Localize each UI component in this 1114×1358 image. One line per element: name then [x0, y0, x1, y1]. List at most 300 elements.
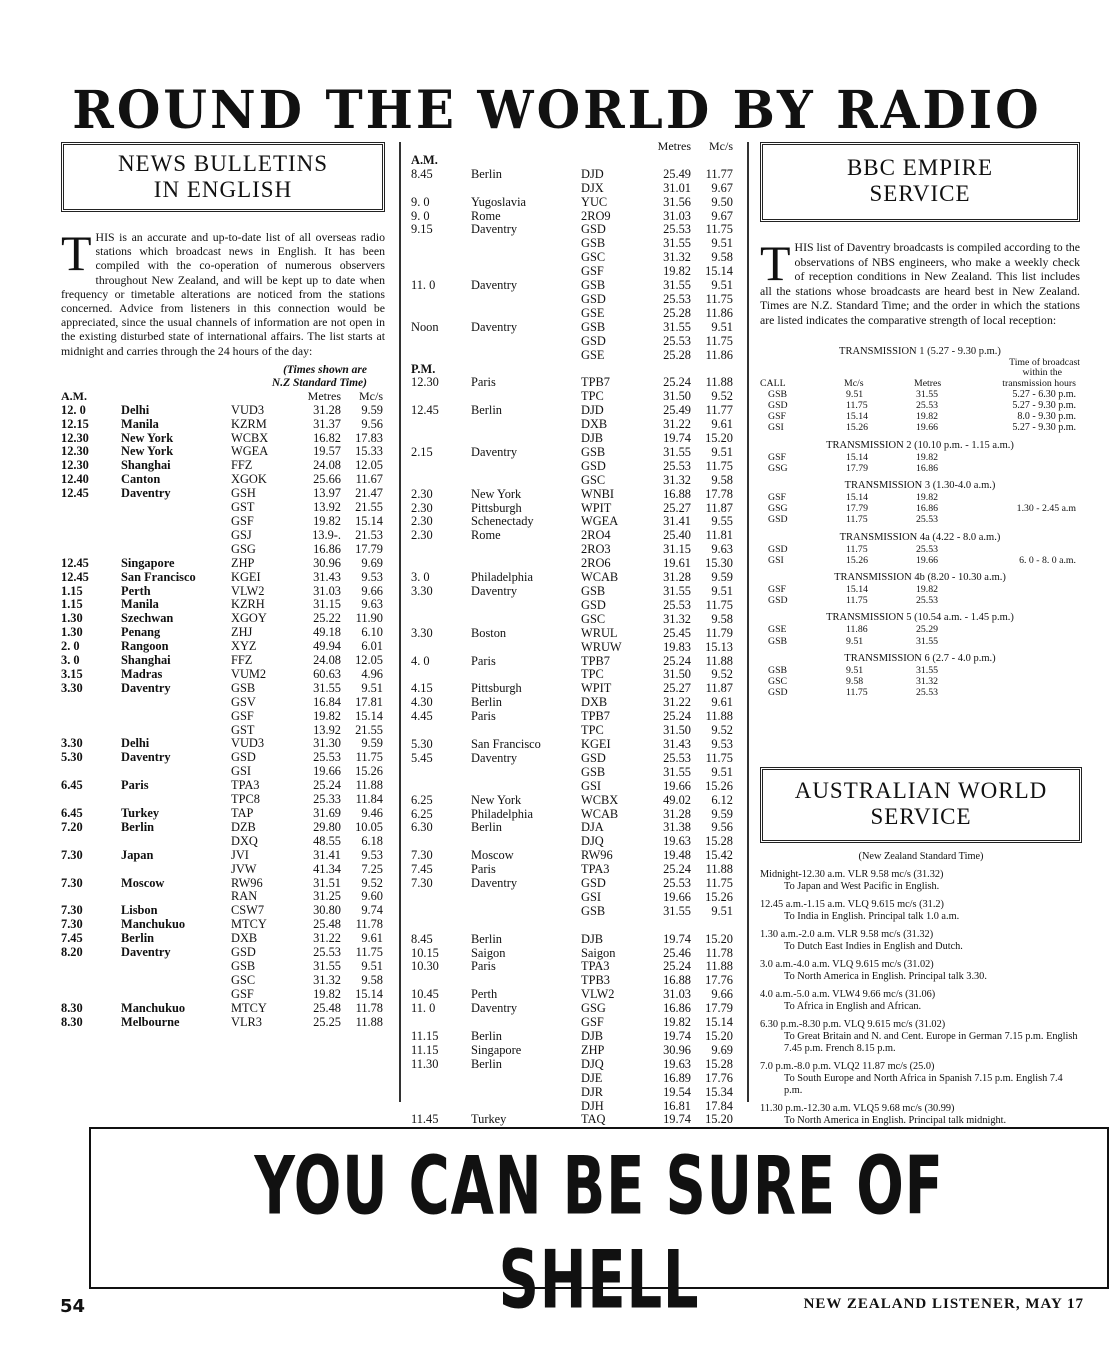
- aus-entry-detail: To Africa in English and African.: [784, 1001, 922, 1012]
- page-number: 54: [60, 1296, 86, 1317]
- schedule-row: [411, 349, 733, 363]
- aus-entry-detail: To Dutch East Indies in English and Dutch.: [784, 941, 963, 952]
- row-metres: 31.55: [663, 584, 691, 598]
- row-station: [471, 641, 581, 655]
- news-intro: [61, 225, 385, 358]
- row-station: [121, 974, 231, 988]
- row-metres: 31.43: [313, 569, 341, 584]
- schedule-row: [411, 891, 733, 905]
- row-time: 5.30: [411, 736, 433, 751]
- row-call-sign: GSC: [581, 611, 606, 626]
- row-metres: 25.53: [663, 750, 691, 765]
- row-call-sign: DJA: [581, 820, 604, 835]
- row-call-sign: RW96: [581, 848, 613, 863]
- row-time: [411, 474, 471, 488]
- row-call-sign: GSB: [231, 680, 256, 695]
- row-mcs: 15.33: [355, 444, 383, 459]
- row-station: Schenectady: [471, 514, 534, 529]
- row-call-sign: VLW2: [581, 987, 615, 1002]
- row-mcs: 17.76: [705, 973, 733, 988]
- row-metres: 31.55: [663, 764, 691, 779]
- row-mcs: 9.67: [711, 180, 733, 195]
- row-time: 11.45: [411, 1112, 439, 1127]
- row-call-sign: WGEA: [581, 514, 619, 529]
- row-metres: 19.83: [663, 639, 691, 654]
- row-station: [471, 474, 581, 488]
- row-metres: 31.15: [663, 542, 691, 557]
- schedule-row: [411, 835, 733, 849]
- row-mcs: 9.51: [711, 903, 733, 918]
- metres: 16.86: [916, 503, 939, 515]
- schedule-row: [411, 738, 733, 752]
- row-call-sign: 2RO9: [581, 208, 611, 223]
- row-metres: 25.25: [313, 1014, 341, 1029]
- transmission-row: [760, 411, 1076, 422]
- call: GSG: [768, 503, 788, 515]
- row-station: New York: [471, 486, 522, 501]
- row-time: [411, 390, 471, 404]
- row-time: 2.30: [411, 528, 433, 543]
- aus-entry-detail: To North America in English. Principal talk 3.30.: [784, 971, 987, 982]
- row-time: [411, 905, 471, 919]
- row-station: Paris: [471, 862, 496, 877]
- row-time: 3.30: [411, 625, 433, 640]
- schedule-row: [61, 682, 383, 696]
- row-metres: 31.28: [313, 402, 341, 417]
- row-mcs: 15.14: [705, 264, 733, 279]
- schedule-row: [411, 223, 733, 237]
- metres: 25.53: [916, 687, 939, 699]
- row-metres: 19.82: [663, 264, 691, 279]
- row-call-sign: 2RO3: [581, 542, 611, 557]
- schedule-row: [411, 1016, 733, 1030]
- row-mcs: 9.51: [711, 764, 733, 779]
- row-station: [471, 251, 581, 265]
- row-time: [411, 543, 471, 557]
- row-station: Delhi: [121, 736, 150, 751]
- row-station: [471, 265, 581, 279]
- row-call-sign: Saigon: [581, 945, 616, 960]
- row-call-sign: TPB7: [581, 709, 610, 724]
- row-metres: 31.15: [313, 597, 341, 612]
- row-mcs: 15.28: [705, 1056, 733, 1071]
- row-metres: 41.34: [313, 861, 341, 876]
- schedule-row: [61, 765, 383, 779]
- row-time: A.M.: [411, 152, 438, 167]
- row-call-sign: DJD: [581, 403, 604, 418]
- row-station: [471, 724, 581, 738]
- row-call-sign: FFZ: [231, 458, 253, 473]
- row-time: 7.30: [411, 848, 433, 863]
- row-call-sign: 2RO4: [581, 528, 611, 543]
- schedule-row: [61, 418, 383, 432]
- aus-entry: [760, 1061, 1082, 1097]
- mcs: 11.86: [846, 624, 868, 636]
- row-time: [61, 765, 121, 779]
- schedule-row: [411, 502, 733, 516]
- news-intro-text: HIS is an accurate and up-to-date list of all overseas radio stations which broadcast news in English. It has been compiled with the co-operation of numerous observers throughout New Zealand, and will be kept up to date when frequency or timetable alterations are noticed from the stations concerned. Advice from listeners in this connection would be appreciated, since the usual channels of information are not open in the existing disturbed state of international affairs. The list starts at midnight and carries through the 24 hours of the day:: [61, 230, 385, 358]
- row-station: Turkey: [121, 806, 160, 821]
- row-mcs: 15.28: [705, 834, 733, 849]
- row-station: Berlin: [471, 931, 502, 946]
- row-time: 4.30: [411, 695, 433, 710]
- row-call-sign: GST: [231, 500, 255, 515]
- row-station: Daventry: [471, 319, 518, 334]
- row-mcs: 9.51: [711, 236, 733, 251]
- mcs: 11.75: [846, 543, 868, 555]
- row-time: [411, 613, 471, 627]
- row-mcs: 9.58: [711, 472, 733, 487]
- row-station: [121, 515, 231, 529]
- row-station: Shanghai: [121, 458, 171, 473]
- shell-ad-text: YOU CAN BE SURE OF SHELL: [254, 1138, 944, 1328]
- row-station: [121, 890, 231, 904]
- aus-entry: [760, 869, 1082, 893]
- call: GSC: [768, 676, 788, 688]
- row-metres: 25.24: [663, 709, 691, 724]
- row-time: 8.20: [61, 945, 83, 960]
- schedule-row: [411, 515, 733, 529]
- row-call-sign: ZHP: [581, 1042, 605, 1057]
- row-mcs: 11.87: [705, 500, 733, 515]
- transmission-header: [760, 378, 1076, 389]
- row-mcs: 15.14: [355, 708, 383, 723]
- schedule-row: [411, 1058, 733, 1072]
- aus-entry: [760, 929, 1082, 953]
- row-call-sign: KZRM: [231, 416, 267, 431]
- row-call-sign: GSF: [231, 513, 254, 528]
- row-time: 1.30: [61, 625, 83, 640]
- row-station: [471, 432, 581, 446]
- row-mcs: 15.20: [705, 431, 733, 446]
- schedule-row: [411, 794, 733, 808]
- row-call-sign: GSG: [581, 1001, 606, 1016]
- row-metres: 31.25: [313, 889, 341, 904]
- row-time: [61, 710, 121, 724]
- transmission-row: [760, 400, 1076, 411]
- schedule-row: [61, 585, 383, 599]
- row-call-sign: WCBX: [231, 430, 269, 445]
- row-time: 10.15: [411, 945, 439, 960]
- row-station: Melbourne: [121, 1014, 180, 1029]
- row-metres: 19.66: [313, 764, 341, 779]
- schedule-row: [61, 487, 383, 501]
- row-call-sign: DJH: [581, 1098, 604, 1113]
- transmission-row: [760, 687, 1076, 698]
- transmission-row: [760, 463, 1076, 474]
- row-metres: 31.43: [663, 736, 691, 751]
- schedule-row: [411, 988, 733, 1002]
- row-mcs: 15.14: [355, 513, 383, 528]
- middle-table-header: [411, 140, 733, 154]
- schedule-row: [411, 182, 733, 196]
- transmission-table: [760, 584, 1076, 606]
- schedule-row: [61, 571, 383, 585]
- mcs: 9.58: [846, 676, 864, 688]
- row-mcs: 9.55: [711, 514, 733, 529]
- schedule-row: [411, 1030, 733, 1044]
- row-call-sign: [581, 154, 641, 168]
- row-metres: 31.50: [663, 389, 691, 404]
- row-call-sign: VUD3: [231, 736, 265, 751]
- row-time: P.M.: [411, 361, 436, 376]
- mcs: 15.26: [846, 554, 869, 566]
- row-mcs: 9.51: [711, 278, 733, 293]
- transmission-row: [760, 503, 1076, 514]
- row-time: 7.30: [61, 917, 83, 932]
- row-mcs: 9.52: [711, 723, 733, 738]
- row-call-sign: GSD: [581, 458, 606, 473]
- row-mcs: 9.53: [711, 736, 733, 751]
- row-station: Turkey: [471, 1112, 507, 1127]
- row-call-sign: GSE: [581, 305, 605, 320]
- row-station: [471, 974, 581, 988]
- aus-entry-time: 1.30 a.m.-2.0 a.m. VLR 9.58 mc/s (31.32): [760, 929, 934, 940]
- row-station: Rome: [471, 528, 501, 543]
- transmission-title: TRANSMISSION 3 (1.30-4.0 a.m.): [844, 479, 996, 491]
- row-station: Manchukuo: [121, 917, 186, 932]
- schedule-row: [411, 251, 733, 265]
- mcs: 15.14: [846, 584, 869, 595]
- schedule-row: [61, 640, 383, 654]
- row-station: [471, 390, 581, 404]
- row-time: 9. 0: [411, 194, 430, 209]
- row-metres: 25.33: [313, 792, 341, 807]
- bbc-heading-line2: SERVICE: [869, 181, 971, 206]
- note-line2: within the: [1022, 366, 1062, 378]
- row-mcs: 9.53: [361, 847, 383, 862]
- schedule-row: [411, 877, 733, 891]
- row-station: [471, 418, 581, 432]
- metres: 16.86: [916, 462, 939, 474]
- row-time: 11. 0: [411, 278, 436, 293]
- row-call-sign: GSI: [581, 778, 601, 793]
- row-metres: 31.03: [663, 987, 691, 1002]
- row-time: 3. 0: [61, 653, 80, 668]
- row-time: [411, 335, 471, 349]
- row-call-sign: GSB: [581, 278, 606, 293]
- row-mcs: 11.67: [355, 472, 383, 487]
- schedule-row: [411, 196, 733, 210]
- row-time: 3.30: [61, 736, 83, 751]
- schedule-row: [411, 404, 733, 418]
- schedule-row: [61, 751, 383, 765]
- row-metres: 31.03: [313, 583, 341, 598]
- row-call-sign: [581, 919, 641, 933]
- row-mcs: 15.42: [705, 848, 733, 863]
- row-call-sign: TPA3: [231, 778, 260, 793]
- call: GSD: [768, 399, 788, 411]
- row-station: Berlin: [471, 695, 502, 710]
- row-station: Rome: [471, 208, 501, 223]
- row-call-sign: GSF: [231, 708, 254, 723]
- times-note-line2: N.Z Standard Time): [271, 376, 367, 389]
- row-time: 11. 0: [411, 1001, 436, 1016]
- header-hours: transmission hours: [1002, 377, 1076, 389]
- transmission-table: [760, 665, 1076, 699]
- hours: 5.27 - 6.30 p.m.: [1012, 388, 1076, 400]
- hours: [960, 636, 1076, 647]
- row-metres: 49.94: [313, 639, 341, 654]
- row-metres: 16.86: [313, 541, 341, 556]
- row-time: 6.45: [61, 778, 83, 793]
- row-time: 7.30: [61, 903, 83, 918]
- row-station: Berlin: [471, 166, 502, 181]
- row-time: 11.15: [411, 1028, 439, 1043]
- call: GSF: [768, 491, 786, 503]
- row-call-sign: [581, 363, 641, 377]
- am-label: A.M.: [61, 388, 87, 403]
- schedule-row: [411, 210, 733, 224]
- row-metres: 31.50: [663, 667, 691, 682]
- row-station: [471, 363, 581, 377]
- row-station: [471, 460, 581, 474]
- row-call-sign: TPB3: [581, 973, 610, 988]
- schedule-row: [61, 988, 383, 1002]
- schedule-row: [61, 557, 383, 571]
- row-metres: 19.57: [313, 444, 341, 459]
- column-divider-right: [747, 142, 749, 1102]
- schedule-row: [411, 710, 733, 724]
- schedule-row: [411, 460, 733, 474]
- transmission-title: TRANSMISSION 2 (10.10 p.m. - 1.15 a.m.): [826, 439, 1014, 451]
- row-call-sign: GSB: [581, 764, 606, 779]
- row-time: [61, 974, 121, 988]
- mcs: 15.14: [846, 411, 869, 423]
- row-mcs: 9.50: [711, 194, 733, 209]
- row-time: [411, 307, 471, 321]
- hours: [960, 463, 1076, 474]
- schedule-row: [61, 807, 383, 821]
- hours: 6. 0 - 8. 0 a.m.: [1019, 554, 1076, 566]
- row-time: 12.45: [61, 569, 89, 584]
- row-call-sign: GSC: [581, 472, 606, 487]
- row-mcs: 11.90: [355, 611, 383, 626]
- row-metres: 31.32: [663, 250, 691, 265]
- row-mcs: 7.25: [361, 861, 383, 876]
- row-call-sign: GSD: [581, 333, 606, 348]
- row-mcs: 15.30: [705, 556, 733, 571]
- row-call-sign: GSC: [581, 250, 606, 265]
- row-station: Singapore: [121, 555, 175, 570]
- hours: [960, 676, 1076, 687]
- row-call-sign: KGEI: [581, 736, 611, 751]
- row-metres: 30.96: [313, 555, 341, 570]
- row-call-sign: GSH: [231, 486, 256, 501]
- transmission-title: TRANSMISSION 6 (2.7 - 4.0 p.m.): [844, 652, 996, 664]
- schedule-row: [61, 974, 383, 988]
- row-station: [471, 237, 581, 251]
- row-mcs: 9.61: [711, 695, 733, 710]
- mcs: 9.51: [846, 664, 864, 676]
- row-mcs: 9.61: [711, 417, 733, 432]
- row-mcs: 11.75: [705, 333, 733, 348]
- row-metres: 31.55: [663, 903, 691, 918]
- row-station: Berlin: [121, 931, 155, 946]
- row-metres: 25.48: [313, 917, 341, 932]
- row-metres: 25.53: [313, 750, 341, 765]
- row-metres: 19.74: [663, 1028, 691, 1043]
- row-mcs: [691, 363, 733, 377]
- row-station: [471, 182, 581, 196]
- schedule-row: [411, 696, 733, 710]
- row-mcs: 9.51: [361, 958, 383, 973]
- row-mcs: 15.20: [705, 1028, 733, 1043]
- row-mcs: 9.53: [361, 569, 383, 584]
- row-mcs: 11.75: [705, 597, 733, 612]
- row-station: Paris: [471, 375, 496, 390]
- row-station: Yugoslavia: [471, 194, 527, 209]
- row-call-sign: GSI: [231, 764, 251, 779]
- row-metres: 31.55: [663, 444, 691, 459]
- row-call-sign: GSB: [581, 903, 606, 918]
- aus-entry-detail: To Great Britain and N. and Cent. Europe in German 7.15 p.m. English 7.45 p.m. French 8.15 p.m.: [784, 1031, 1078, 1054]
- row-mcs: 6.18: [361, 833, 383, 848]
- schedule-row: [411, 376, 733, 390]
- news-table-header: [61, 390, 383, 404]
- row-station: New York: [121, 444, 174, 459]
- row-time: [411, 293, 471, 307]
- row-time: [61, 890, 121, 904]
- schedule-row: [411, 293, 733, 307]
- row-call-sign: TPC: [581, 667, 604, 682]
- row-time: 3.30: [411, 584, 433, 598]
- row-station: [471, 349, 581, 363]
- transmission-table: [760, 452, 1076, 474]
- row-call-sign: DJR: [581, 1084, 604, 1099]
- metres: 25.53: [916, 595, 939, 607]
- schedule-row: [411, 1086, 733, 1100]
- schedule-row: [61, 654, 383, 668]
- row-call-sign: ZHP: [231, 555, 255, 570]
- row-time: 4.15: [411, 681, 433, 696]
- header-call: CALL: [760, 377, 786, 389]
- metres: 25.53: [916, 514, 939, 526]
- schedule-row: [61, 501, 383, 515]
- row-station: Saigon: [471, 945, 506, 960]
- col-mcs: Mc/s: [359, 388, 383, 403]
- aus-entry-time: 6.30 p.m.-8.30 p.m. VLQ 9.615 mc/s (31.02): [760, 1019, 946, 1030]
- row-time: 11.15: [411, 1042, 439, 1057]
- schedule-row: [411, 641, 733, 655]
- schedule-row: [411, 446, 733, 460]
- row-metres: 25.46: [663, 945, 691, 960]
- row-mcs: 15.26: [355, 764, 383, 779]
- schedule-row: [411, 821, 733, 835]
- transmission-row: [760, 492, 1076, 503]
- row-call-sign: XYZ: [231, 639, 257, 654]
- row-mcs: 17.83: [355, 430, 383, 445]
- schedule-row: [61, 404, 383, 418]
- schedule-row: [61, 890, 383, 904]
- row-metres: 31.55: [663, 236, 691, 251]
- row-call-sign: FFZ: [231, 653, 253, 668]
- schedule-row: [411, 752, 733, 766]
- schedule-row: [61, 835, 383, 849]
- row-time: [411, 668, 471, 682]
- row-call-sign: VUD3: [231, 402, 265, 417]
- row-time: 8.45: [411, 166, 433, 181]
- metres: 19.82: [916, 491, 939, 503]
- row-metres: 13.92: [313, 500, 341, 515]
- schedule-row: [411, 905, 733, 919]
- row-metres: 25.53: [663, 597, 691, 612]
- row-station: [121, 765, 231, 779]
- schedule-row: [61, 432, 383, 446]
- row-metres: 31.50: [663, 723, 691, 738]
- row-station: Szechwan: [121, 611, 174, 626]
- aus-heading-line2: SERVICE: [870, 804, 972, 829]
